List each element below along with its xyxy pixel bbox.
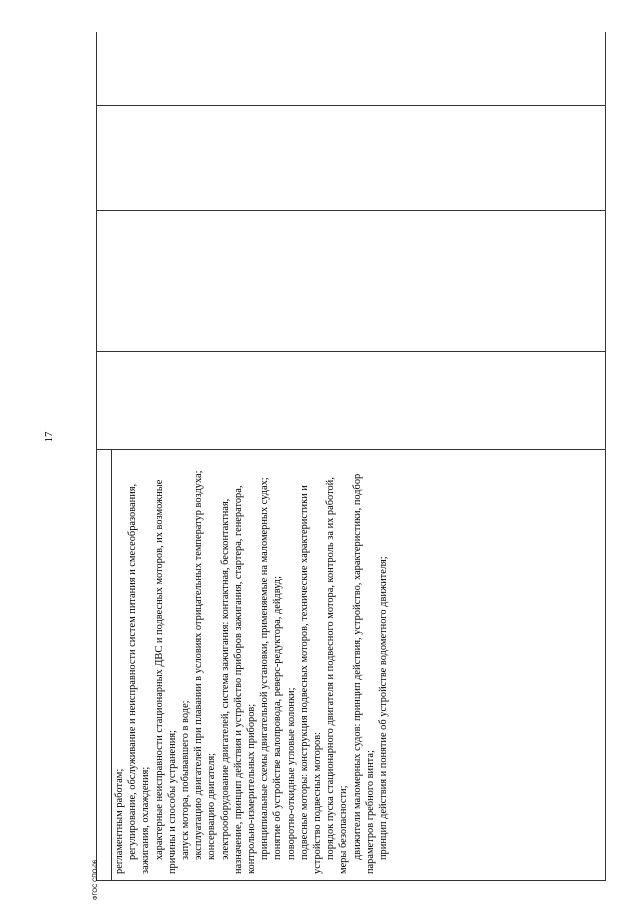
page-number: 17 [43, 431, 55, 443]
topic-item: регулирование, обслуживание и неисправности систем питания и смесеобразования, зажигания, охлаждения; [127, 483, 152, 874]
table-cell-blank [97, 106, 606, 211]
topic-item: электрооборудование двигателей, система зажигания: контактная, бесконтактная, назначение, принцип действия и устройство приборов зажигания, стартера, генератора, контрольно-измерительных приборов; [219, 485, 258, 874]
topic-item: консервацию двигателя; [206, 752, 218, 860]
topic-item: эксплуатацию двигателей при плавании в условиях отрицательных температур воздуха; [193, 470, 205, 860]
topic-item: запуск мотора, побывавшего в воде; [180, 700, 192, 860]
topic-item: поворотно-откидные угловые колонки; [285, 687, 297, 860]
topic-item: принцип действия и понятие об устройстве водометного движителя; [378, 556, 390, 860]
topics-list [112, 450, 390, 880]
curriculum-table [96, 32, 606, 881]
topic-item: характерные неисправности стационарных ДВС и подвесных моторов, их возможные причины и способы устранения; [153, 479, 178, 874]
table-row [97, 32, 112, 881]
table-cell-blank [97, 352, 606, 450]
document-code: ФГОС СПО-06 [93, 859, 99, 901]
topic-item: движители маломерных судов: принцип действия, устройство, характеристики, подбор параметров гребного винта; [351, 473, 376, 874]
table-cell-blank [97, 32, 606, 106]
table-cell-blank [97, 450, 112, 881]
topic-item: понятие об устройстве валопровода, реверс-редуктора, дейдвуд; [272, 576, 284, 860]
topic-item: подвесные моторы: конструкция подвесных моторов, технические характеристики и устройство подвесных моторов: [298, 485, 324, 874]
table-cell-blank [97, 211, 606, 352]
topic-item: порядок пуска стационарного двигателя и подвесного мотора, контроль за их работой, меры безопасности; [325, 477, 350, 874]
topics-cell [112, 450, 606, 881]
topic-item: принципиальные схемы двигательной установки, применяемые на маломерных судах; [259, 477, 271, 860]
topic-item: регламентным работам; [114, 768, 125, 874]
